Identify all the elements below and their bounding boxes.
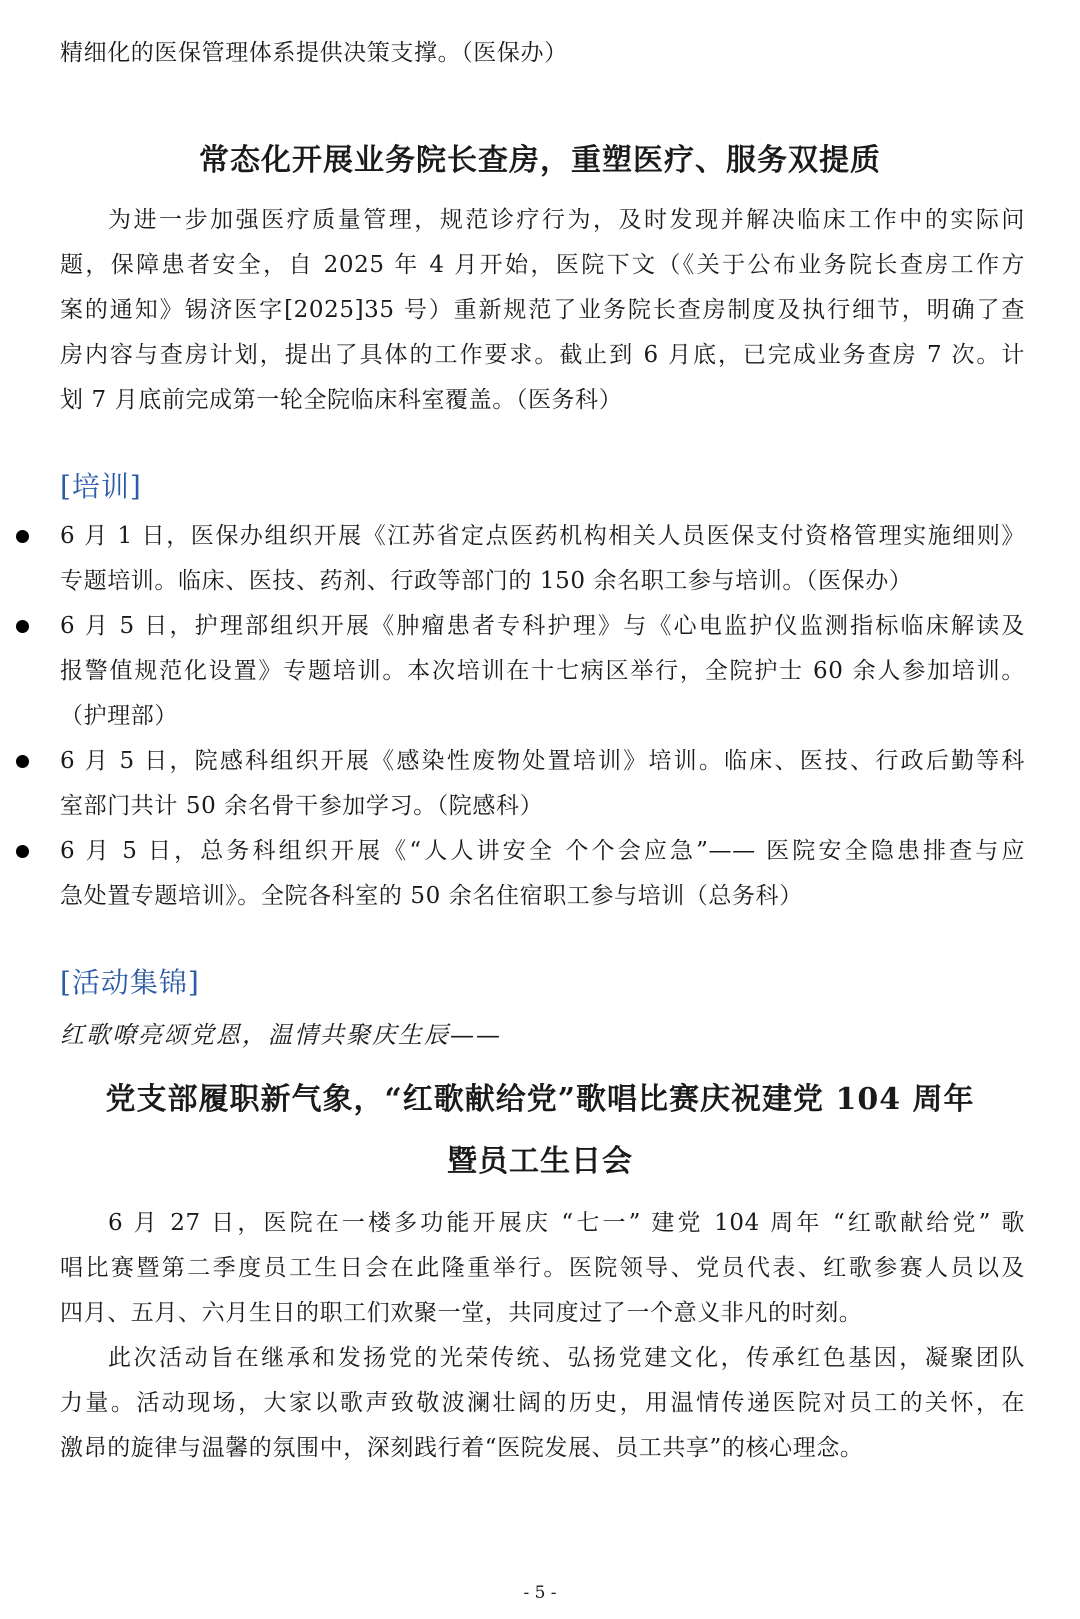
training-item-3-line-1: 6 月 5 日，院感科组织开展《感染性废物处置培训》培训。临床、医技、行政后勤等科 xyxy=(60,748,1025,774)
article1-line-2: 题，保障患者安全，自 2025 年 4 月开始，医院下文（《关于公布业务院长查房工作方 xyxy=(60,252,1025,278)
activity-para2-line-1: 此次活动旨在继承和发扬党的光荣传统、弘扬党建文化，传承红色基因，凝聚团队 xyxy=(108,1345,1025,1371)
activity-subtitle: 红歌嘹亮颂党恩，温情共聚庆生辰—— xyxy=(60,1021,502,1049)
activity-para2-line-2: 力量。活动现场，大家以歌声致敬波澜壮阔的历史，用温情传递医院对员工的关怀，在 xyxy=(60,1390,1025,1416)
training-item-2-line-3: （护理部） xyxy=(60,703,178,729)
article-title-ward-rounds: 常态化开展业务院长查房，重塑医疗、服务双提质 xyxy=(199,143,881,178)
article1-line-1: 为进一步加强医疗质量管理，规范诊疗行为，及时发现并解决临床工作中的实际问 xyxy=(108,207,1025,233)
bullet-icon xyxy=(16,620,29,633)
intro-tail-text: 精细化的医保管理体系提供决策支撑。（医保办） xyxy=(60,40,568,66)
article1-line-4: 房内容与查房计划，提出了具体的工作要求。截止到 6 月底，已完成业务查房 7 次。计 xyxy=(60,342,1025,368)
activity-para1-line-2: 唱比赛暨第二季度员工生日会在此隆重举行。医院领导、党员代表、红歌参赛人员以及 xyxy=(60,1255,1025,1281)
bullet-icon xyxy=(16,530,29,543)
training-item-3-line-2: 室部门共计 50 余名骨干参加学习。（院感科） xyxy=(60,793,544,819)
section-heading-training: [培训] xyxy=(60,470,142,503)
page-number: - 5 - xyxy=(523,1583,557,1603)
article1-line-5: 划 7 月底前完成第一轮全院临床科室覆盖。（医务科） xyxy=(60,387,623,413)
activity-title-line-1: 党支部履职新气象，“红歌献给党”歌唱比赛庆祝建党 104 周年 xyxy=(105,1082,975,1117)
section-heading-activities: [活动集锦] xyxy=(60,966,200,999)
training-item-2-line-2: 报警值规范化设置》专题培训。本次培训在十七病区举行，全院护士 60 余人参加培训。 xyxy=(60,658,1025,684)
training-item-4-line-2: 急处置专题培训》。全院各科室的 50 余名住宿职工参与培训（总务科） xyxy=(60,883,803,909)
training-item-1-line-2: 专题培训。临床、医技、药剂、行政等部门的 150 余名职工参与培训。（医保办） xyxy=(60,568,913,594)
training-item-1-line-1: 6 月 1 日，医保办组织开展《江苏省定点医药机构相关人员医保支付资格管理实施细则》 xyxy=(60,523,1025,549)
training-item-4-line-1: 6 月 5 日，总务科组织开展《“人人讲安全 个个会应急”—— 医院安全隐患排查与应 xyxy=(60,838,1025,864)
article1-line-3: 案的通知》锡济医字[2025]35 号）重新规范了业务院长查房制度及执行细节，明确了查 xyxy=(60,297,1025,323)
activity-para2-line-3: 激昂的旋律与温馨的氛围中，深刻践行着“医院发展、员工共享”的核心理念。 xyxy=(60,1435,864,1461)
training-item-2-line-1: 6 月 5 日，护理部组织开展《肿瘤患者专科护理》与《心电监护仪监测指标临床解读及 xyxy=(60,613,1025,639)
activity-para1-line-3: 四月、五月、六月生日的职工们欢聚一堂，共同度过了一个意义非凡的时刻。 xyxy=(60,1300,863,1326)
bullet-icon xyxy=(16,845,29,858)
activity-title-line-2: 暨员工生日会 xyxy=(447,1144,633,1179)
bullet-icon xyxy=(16,755,29,768)
activity-para1-line-1: 6 月 27 日，医院在一楼多功能开展庆 “七一” 建党 104 周年 “红歌献给党” 歌 xyxy=(108,1210,1025,1236)
